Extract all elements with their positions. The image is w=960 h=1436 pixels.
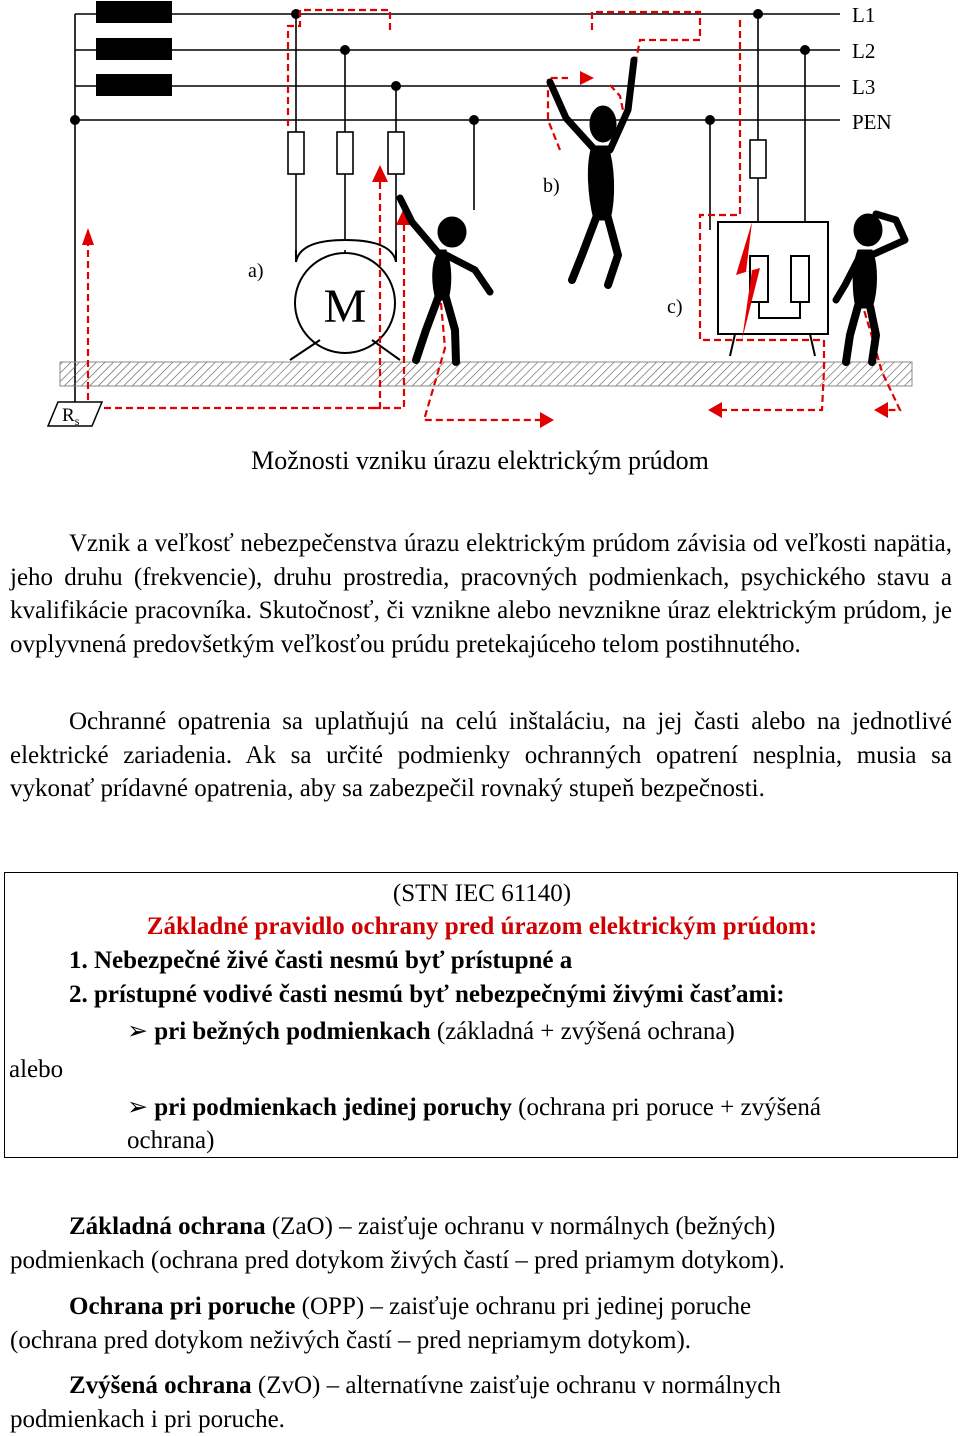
bullet2-rest: (ochrana pri poruce + zvýšená: [511, 1094, 821, 1121]
standard-reference: (STN IEC 61140): [392, 880, 572, 907]
resistor-label: $R_s$: [62, 405, 80, 428]
motor-label: M: [323, 280, 367, 333]
bullet2-continuation: ochrana): [127, 1127, 215, 1154]
junction-dots: [70, 9, 810, 125]
def-text-cont: podmienkach (ochrana pred dotykom živých častí – pred priamym dotykom).: [10, 1246, 785, 1274]
ground-hatch: [60, 362, 912, 386]
phase-label-l2: L2: [852, 39, 876, 63]
case-label-a: a): [248, 260, 264, 282]
person-b-icon: [550, 60, 634, 285]
rule-2: 2. prístupné vodivé časti nesmú byť nebezpečnými živými časťami:: [69, 981, 785, 1008]
bullet1-rest: (základná + zvýšená ochrana): [430, 1018, 735, 1045]
def-term: Zvýšená ochrana: [69, 1372, 252, 1399]
figure-caption: Možnosti vzniku úrazu elektrickým prúdom: [251, 446, 709, 475]
protection-rule-box: [4, 872, 958, 1158]
bus-labels: [852, 3, 892, 134]
case-label-c: c): [667, 296, 683, 318]
bullet2-bold: pri podmienkach jedinej poruchy: [154, 1094, 512, 1121]
fault-current-paths: [88, 10, 900, 420]
def-text: (OPP) – zaisťuje ochranu pri jedinej poruche: [295, 1293, 752, 1320]
def-text-cont: (ochrana pred dotykom neživých častí – pred nepriamym dotykom).: [10, 1326, 692, 1354]
or-label: alebo: [9, 1056, 64, 1083]
rule-heading: Základné pravidlo ochrany pred úrazom elektrickým prúdom:: [146, 913, 818, 940]
definition-basic-protection: [10, 1210, 952, 1277]
device-enclosure: [718, 222, 828, 356]
bullet1-bold: pri bežných podmienkach: [154, 1018, 431, 1045]
case-label-b: b): [543, 175, 560, 197]
paragraph-2: Ochranné opatrenia sa uplatňujú na celú inštaláciu, na jej časti alebo na jednotlivé elektrické zariadenia. Ak sa určité podmienky ochranných opatrení nesplnia, musia sa vykonať prídavné opatrenia, aby sa zabezpečil rovnaký stupeň bezpečnosti.: [10, 708, 952, 802]
transformer-windings: [96, 1, 172, 96]
paragraph-1: Vznik a veľkosť nebezpečenstva úrazu elektrickým prúdom závisia od veľkosti napätia, jeho druhu (frekvencie), druhu prostredia, pracovných podmienkach, psychického stavu a kvalifikácie pracovníka. Skutočnosť, či vznikne alebo nevznikne úraz elektrickým prúdom, je ovplyvnená predovšetkým veľkosťou prúdu pretekajúceho telom postihnutého.: [10, 530, 952, 658]
bullet-arrow-icon: ➢: [127, 1094, 148, 1121]
definition-fault-protection: [10, 1290, 952, 1357]
bullet-normal-conditions: [127, 1015, 735, 1048]
rule-1: 1. Nebezpečné živé časti nesmú byť prístupné a: [69, 947, 573, 974]
electric-shock-diagram: [0, 0, 960, 430]
def-text: (ZvO) – alternatívne zaisťuje ochranu v normálnych: [251, 1372, 781, 1399]
earth-resistor: [48, 402, 102, 428]
bullet-single-fault: [127, 1091, 821, 1124]
def-text-cont: podmienkach i pri poruche.: [10, 1405, 285, 1433]
person-c-icon: [836, 214, 905, 362]
definition-additional-protection: [10, 1369, 952, 1436]
def-term: Ochrana pri poruche: [69, 1293, 296, 1320]
bullet-arrow-icon: ➢: [127, 1018, 148, 1045]
phase-label-l3: L3: [852, 75, 876, 99]
def-term: Základná ochrana: [69, 1213, 266, 1240]
def-text: (ZaO) – zaisťuje ochranu v normálnych (bežných): [265, 1213, 776, 1240]
phase-label-pen: PEN: [852, 110, 892, 134]
phase-label-l1: L1: [852, 3, 876, 27]
